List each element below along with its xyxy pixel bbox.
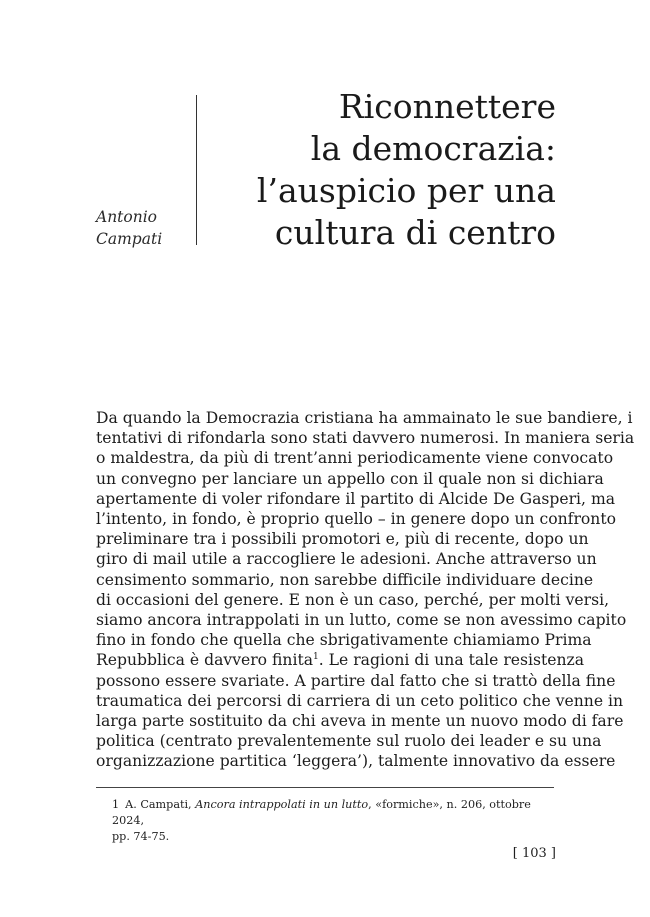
body-line: apertamente di voler rifondare il partito di Alcide De Gasperi, ma: [96, 489, 616, 508]
footnote-line-2: pp. 74-75.: [112, 830, 170, 843]
author-first-name: Antonio: [96, 208, 158, 226]
body-line-tail: . Le ragioni di una tale resistenza: [318, 651, 585, 670]
body-line: giro di mail utile a raccogliere le adesioni. Anche attraverso un: [96, 550, 597, 569]
body-line: censimento sommario, non sarebbe difficile individuare decine: [96, 570, 594, 589]
body-line-head: Repubblica è davvero finita: [96, 651, 314, 670]
footnote-reference[interactable]: 1: [313, 652, 319, 663]
title-line: la democrazia:: [310, 129, 556, 168]
footnote: [112, 797, 556, 845]
footnote-line: [112, 797, 556, 829]
footnote-cited-title: Ancora intrappolati in un lutto: [195, 798, 369, 811]
footnote-divider: [96, 787, 554, 788]
body-line: possono essere svariate. A partire dal fatto che si trattò della fine: [96, 671, 616, 690]
footnote-prefix: A. Campati,: [125, 798, 196, 811]
body-line: fino in fondo che quella che sbrigativamente chiamiamo Prima: [96, 631, 592, 650]
body-line: di occasioni del genere. E non è un caso, perché, per molti versi,: [96, 590, 610, 609]
body-line: larga parte sostituito da chi aveva in mente un nuovo modo di fare: [96, 712, 624, 731]
body-line: Da quando la Democrazia cristiana ha ammainato le sue bandiere, i: [96, 409, 633, 427]
body-line: l’intento, in fondo, è proprio quello – in genere dopo un confronto: [96, 510, 616, 529]
body-line: organizzazione partitica ‘leggera’), talmente innovativo da essere: [96, 752, 616, 771]
body-line: traumatica dei percorsi di carriera di un ceto politico che venne in: [96, 691, 624, 710]
title-line: l’auspicio per una: [256, 171, 556, 210]
author-last-name: Campati: [96, 230, 163, 248]
footnote-suffix: , «formiche», n. 206, ottobre 2024,: [112, 798, 531, 827]
body-line: o maldestra, da più di trent’anni periodicamente viene convocato: [96, 449, 614, 468]
title-line: Riconnettere: [338, 87, 556, 126]
page-number: [ 103 ]: [512, 846, 556, 861]
body-line: preliminare tra i possibili promotori e, più di recente, dopo un: [96, 530, 589, 549]
footnote-number: 1: [112, 798, 120, 811]
author-name: [96, 206, 162, 250]
body-line: politica (centrato prevalentemente sul ruolo dei leader e su una: [96, 732, 602, 751]
body-text: [96, 408, 635, 772]
body-line: siamo ancora intrappolati in un lutto, come se non avessimo capito: [96, 611, 627, 630]
body-line: un convegno per lanciare un appello con il quale non si dichiara: [96, 469, 604, 488]
title-line: cultura di centro: [274, 213, 556, 252]
article-title: [196, 86, 556, 254]
body-line: tentativi di rifondarla sono stati davvero numerosi. In maniera seria: [96, 429, 635, 448]
body-line-with-footnote: [96, 650, 585, 670]
